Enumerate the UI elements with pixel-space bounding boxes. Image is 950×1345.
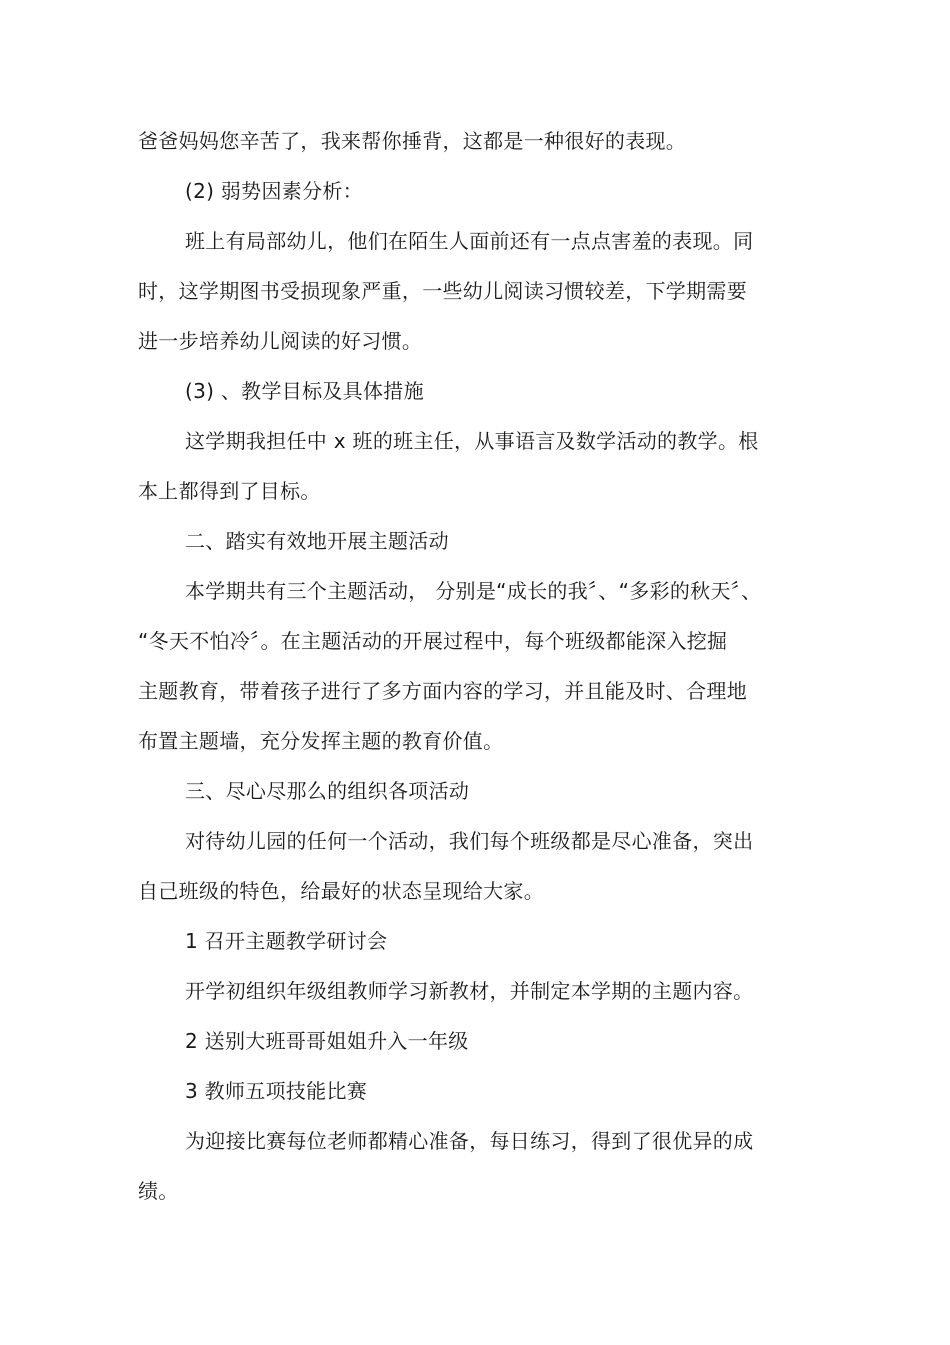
list-item: 3 教师五项技能比赛 — [185, 1079, 368, 1103]
paragraph-line: 自己班级的特色，给最好的状态呈现给大家。 — [138, 879, 544, 903]
paragraph-line: 绩。 — [138, 1179, 179, 1203]
paragraph-line: “冬天不怕冷〞。在主题活动的开展过程中，每个班级都能深入挖掘 — [138, 629, 728, 653]
paragraph-line: 班上有局部幼儿，他们在陌生人面前还有一点点害羞的表现。同 — [185, 229, 754, 253]
section-heading: 二、踏实有效地开展主题活动 — [185, 529, 449, 553]
paragraph-line: 对待幼儿园的任何一个活动，我们每个班级都是尽心准备，突出 — [185, 829, 754, 853]
paragraph-line: 时，这学期图书受损现象严重，一些幼儿阅读习惯较差，下学期需要 — [138, 279, 747, 303]
paragraph-line: 进一步培养幼儿阅读的好习惯。 — [138, 329, 423, 353]
list-item: 2 送别大班哥哥姐姐升入一年级 — [185, 1029, 469, 1053]
section-heading: 三、尽心尽那么的组织各项活动 — [185, 779, 470, 803]
section-heading: (3) 、教学目标及具体措施 — [185, 379, 424, 403]
paragraph-line: 本上都得到了目标。 — [138, 479, 321, 503]
paragraph-line: 主题教育，带着孩子进行了多方面内容的学习，并且能及时、合理地 — [138, 679, 747, 703]
paragraph-line: 这学期我担任中 x 班的班主任，从事语言及数学活动的教学。根 — [185, 429, 759, 453]
paragraph-line: 为迎接比赛每位老师都精心准备，每日练习，得到了很优异的成 — [185, 1129, 754, 1153]
paragraph-line: 本学期共有三个主题活动， 分别是“成长的我〞、“多彩的秋天〞、 — [185, 579, 762, 603]
paragraph-line: 爸爸妈妈您辛苦了，我来帮你捶背，这都是一种很好的表现。 — [138, 129, 687, 153]
list-item: 1 召开主题教学研讨会 — [185, 929, 388, 953]
section-heading: (2) 弱势因素分析： — [185, 179, 363, 203]
paragraph-line: 布置主题墙，充分发挥主题的教育价值。 — [138, 729, 504, 753]
paragraph-line: 开学初组织年级组教师学习新教材，并制定本学期的主题内容。 — [185, 979, 754, 1003]
